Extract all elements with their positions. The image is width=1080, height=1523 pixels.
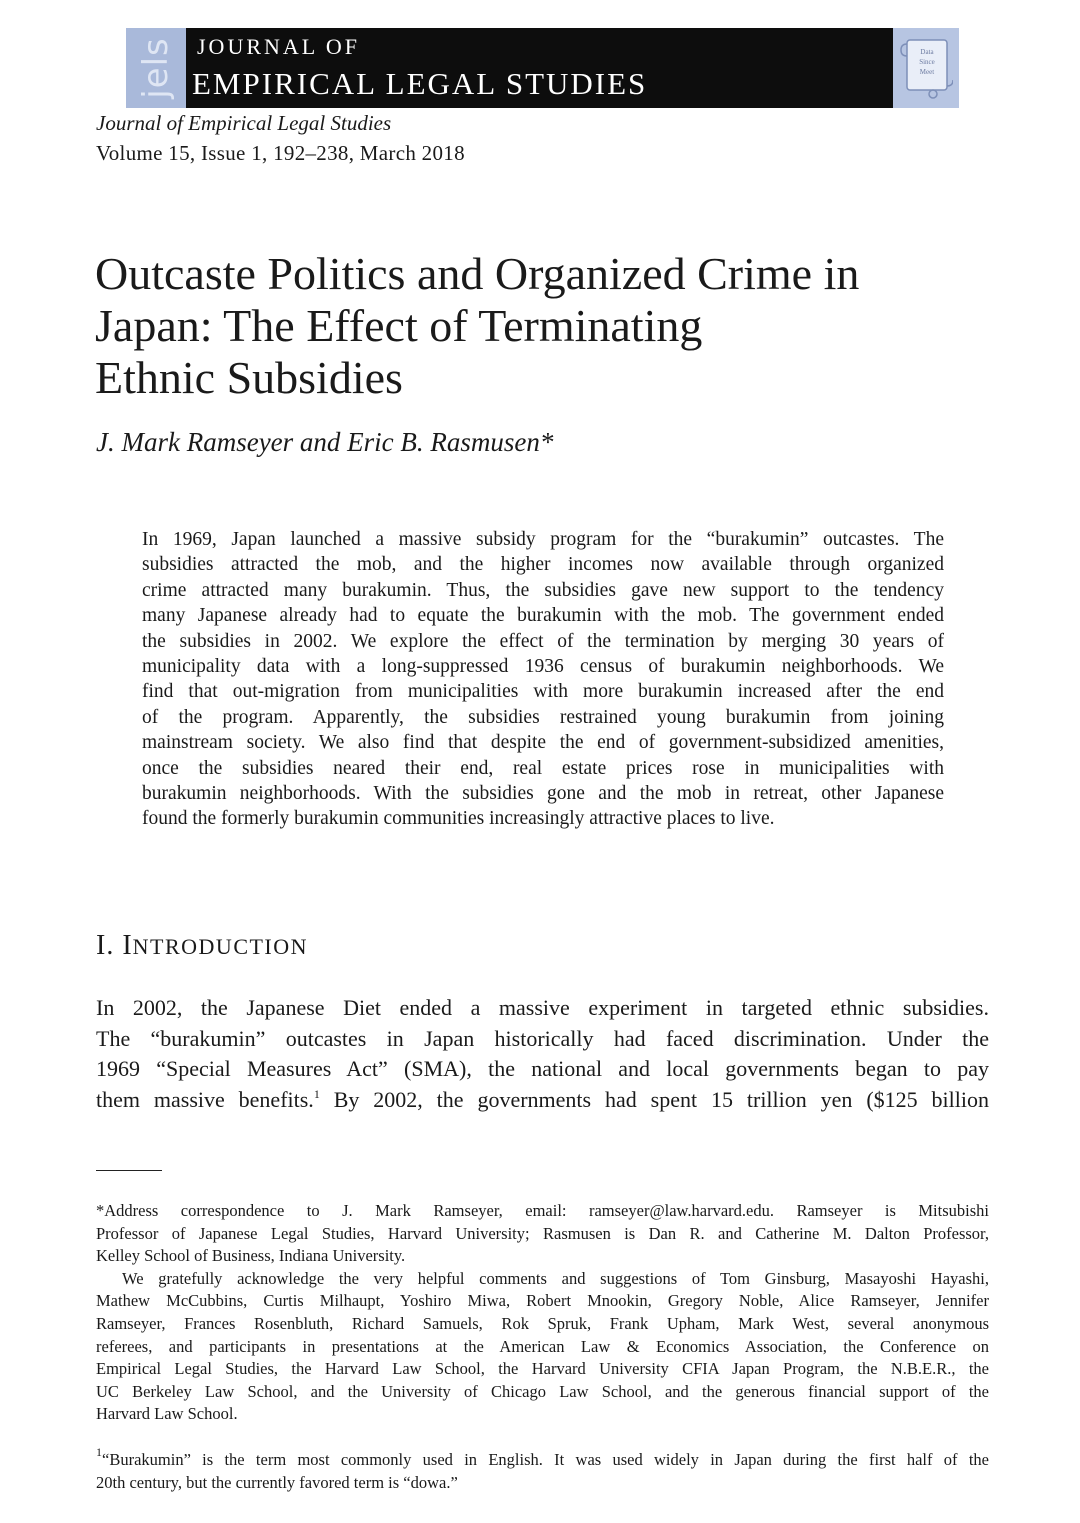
footnotes [96, 1200, 989, 1494]
title-line-3: Ethnic Subsidies [95, 352, 403, 403]
abstract-line: In 1969, Japan launched a massive subsidy program for the “burakumin” outcastes. The [142, 529, 944, 550]
abstract-line: find that out-migration from municipalities with more burakumin increased after the end [142, 681, 944, 703]
body-text: them massive benefits. [96, 1086, 314, 1112]
section-first-letter: I [122, 930, 133, 961]
footnote-line: UC Berkeley Law School, and the University of Chicago Law School, and the generous financial support of the [96, 1381, 989, 1401]
logo-text-2: Since [919, 58, 935, 66]
body-text: By 2002, the governments had spent 15 trillion yen ($125 billion [319, 1086, 989, 1112]
article-title [95, 248, 995, 404]
abstract-line: once the subsidies neared their end, real estate prices rose in municipalities with [142, 757, 944, 779]
footnote-gap [96, 1426, 989, 1449]
abstract-line: of the program. Apparently, the subsidies restrained young burakumin from joining [142, 706, 944, 728]
logo-text-3: Meet [919, 68, 935, 76]
section-title-small-caps: NTRODUCTION [132, 934, 309, 959]
title-line-2: Japan: The Effect of Terminating [95, 300, 703, 351]
body-line [96, 1085, 989, 1116]
footnote-line: referees, and participants in presentations at the American Law & Economics Association, the Conference on [96, 1336, 989, 1356]
body-line: The “burakumin” outcastes in Japan historically had faced discrimination. Under the [96, 1025, 989, 1051]
abstract-line: the subsidies in 2002. We explore the effect of the termination by merging 30 years of [142, 630, 944, 652]
footnote-line: We gratefully acknowledge the very helpful comments and suggestions of Tom Ginsburg, Masayoshi Hayashi, [122, 1268, 989, 1288]
footnote-1-line: 20th century, but the currently favored term is “dowa.” [96, 1472, 458, 1492]
abstract-line: burakumin neighborhoods. With the subsidies gone and the mob in retreat, other Japanese [142, 782, 944, 804]
body-line: 1969 “Special Measures Act” (SMA), the national and local governments began to pay [96, 1056, 989, 1081]
abstract [142, 527, 944, 832]
abstract-line: found the formerly burakumin communities increasingly attractive places to live. [142, 808, 775, 830]
logo-text-1: Data [920, 48, 934, 56]
footnote-line: Ramseyer, Frances Rosenbluth, Richard Samuels, Rok Spruk, Frank Upham, Mark West, several anonymous [96, 1313, 989, 1333]
abstract-line: many Japanese already had to equate the burakumin with the mob. The government ended [142, 605, 944, 627]
abstract-line: municipality data with a long-suppressed 1936 census of burakumin neighborhoods. We [142, 655, 944, 677]
footnote-rule [96, 1170, 162, 1171]
abstract-line: mainstream society. We also find that despite the end of government-subsidized amenities, [142, 732, 944, 754]
footnote-1-text: “Burakumin” is the term most commonly used in English. It was used widely in Japan during the first half of the [102, 1449, 989, 1469]
article-authors: J. Mark Ramseyer and Eric B. Rasmusen* [96, 427, 554, 457]
section-numeral: I. [96, 930, 115, 961]
footnote-line: Kelley School of Business, Indiana University. [96, 1246, 406, 1266]
title-line-1: Outcaste Politics and Organized Crime in [95, 248, 860, 299]
banner-journal-of: JOURNAL OF [197, 34, 361, 59]
scroll-icon [893, 28, 959, 108]
abstract-line: crime attracted many burakumin. Thus, the subsidies gave new support to the tendency [142, 579, 944, 601]
abstract-line: subsidies attracted the mob, and the higher incomes now available through organized [142, 554, 944, 576]
footnote-line: Empirical Legal Studies, the Harvard Law School, the Harvard University CFIA Japan Program, the N.B.E.R., the [96, 1359, 989, 1379]
body-line: In 2002, the Japanese Diet ended a massive experiment in targeted ethnic subsidies. [96, 995, 989, 1020]
footnote-1-marker: 1 [96, 1444, 102, 1459]
volume-issue-line: Volume 15, Issue 1, 192–238, March 2018 [96, 141, 465, 165]
footnote-1-line [96, 1444, 989, 1472]
footnote-line: Harvard Law School. [96, 1404, 238, 1424]
footnote-line: Mathew McCubbins, Curtis Milhaupt, Yoshiro Miwa, Robert Mnookin, Gregory Noble, Alice Ramseyer, Jennifer [96, 1291, 989, 1311]
journal-banner [126, 28, 959, 108]
journal-name: Journal of Empirical Legal Studies [96, 111, 392, 135]
footnote-line: Professor of Japanese Legal Studies, Harvard University; Rasmusen is Dan R. and Catherine M. Dalton Professor, [96, 1223, 989, 1243]
banner-side-panel [126, 28, 186, 108]
footnote-line: *Address correspondence to J. Mark Ramseyer, email: ramseyer@law.harvard.edu. Ramseyer is Mitsubishi [96, 1201, 989, 1220]
banner-journal-title: EMPIRICAL LEGAL STUDIES [192, 66, 648, 101]
footnote-ref-1[interactable]: 1 [313, 1086, 320, 1101]
section-heading-introduction [96, 930, 308, 962]
body-paragraph [96, 993, 989, 1115]
banner-side-text: jels [136, 37, 176, 99]
